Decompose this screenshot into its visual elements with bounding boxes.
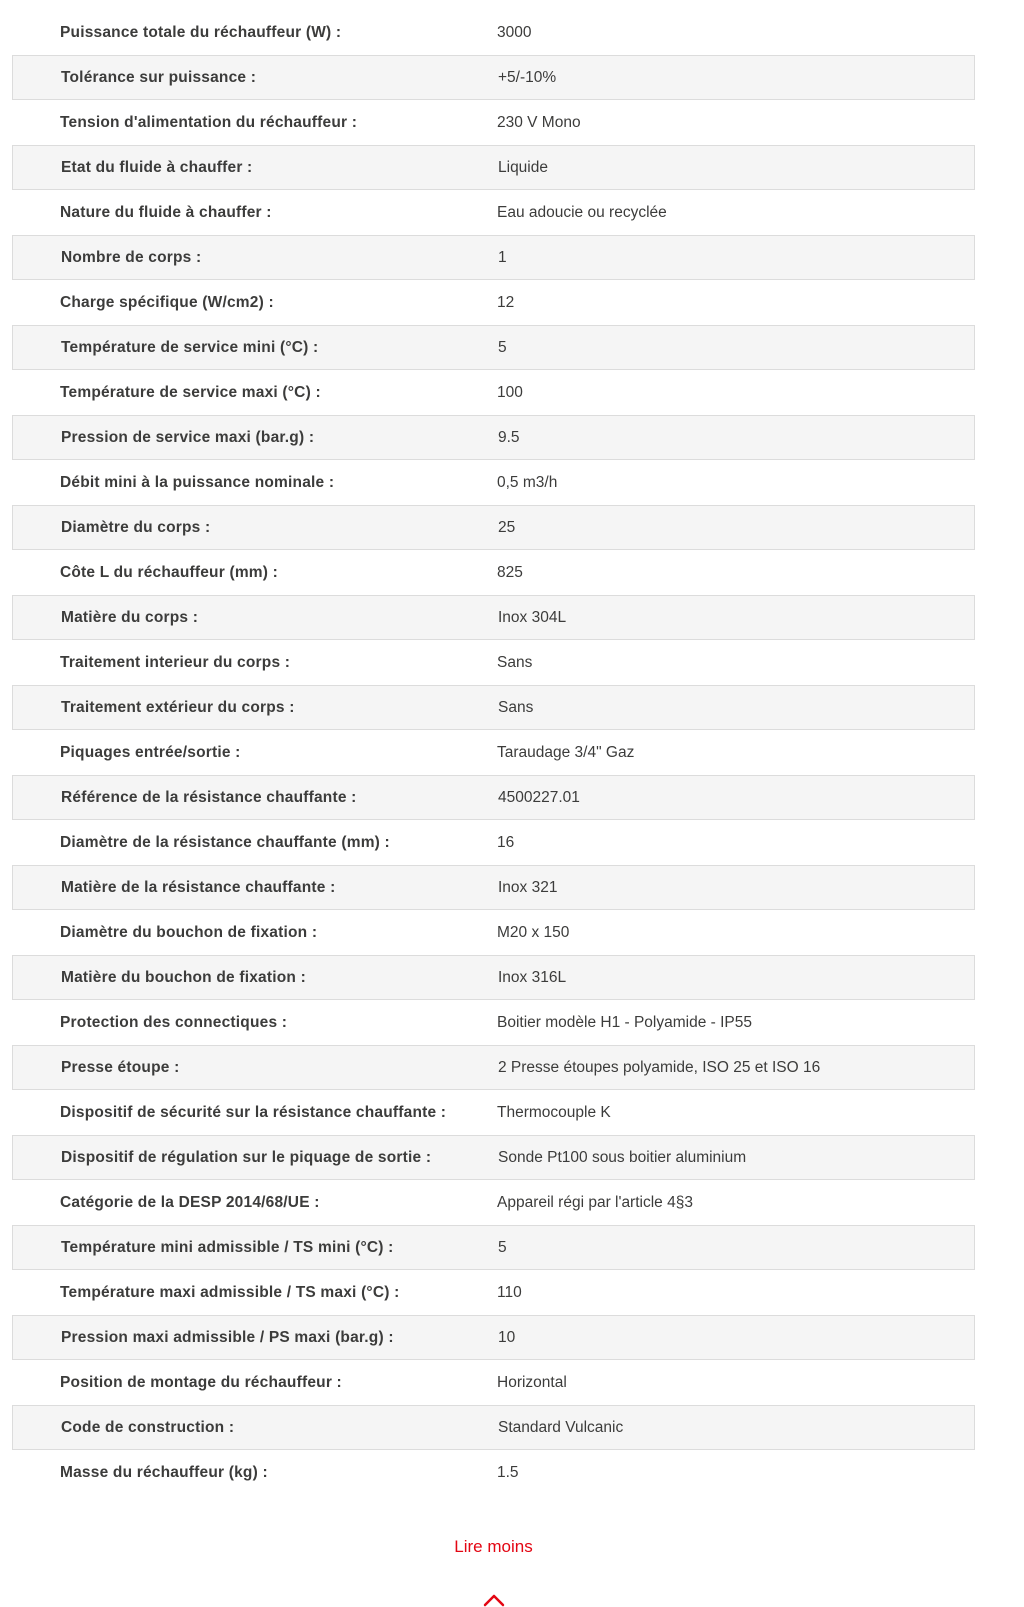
spec-value: Standard Vulcanic: [498, 1418, 624, 1436]
spec-label: Diamètre du bouchon de fixation :: [60, 923, 318, 941]
spec-row: [12, 460, 975, 505]
spec-row: [12, 1000, 975, 1045]
spec-row: [12, 1450, 975, 1495]
spec-row: [12, 1315, 975, 1360]
spec-label: Diamètre de la résistance chauffante (mm) :: [60, 833, 390, 851]
spec-row: [12, 370, 975, 415]
spec-label: Diamètre du corps :: [61, 518, 211, 536]
spec-row: [12, 280, 975, 325]
spec-label: Température de service mini (°C) :: [61, 338, 319, 356]
spec-label: Tension d'alimentation du réchauffeur :: [60, 113, 358, 131]
spec-row: [12, 550, 975, 595]
spec-value: 230 V Mono: [497, 113, 581, 131]
spec-value: 1: [498, 248, 507, 266]
spec-label: Nombre de corps :: [61, 248, 202, 266]
spec-label: Etat du fluide à chauffer :: [61, 158, 253, 176]
spec-value: 3000: [497, 23, 532, 41]
spec-label: Dispositif de sécurité sur la résistance chauffante :: [60, 1103, 447, 1121]
read-less-link[interactable]: Lire moins: [454, 1537, 533, 1556]
spec-label: Protection des connectiques :: [60, 1013, 288, 1031]
spec-label: Charge spécifique (W/cm2) :: [60, 293, 274, 311]
spec-label: Masse du réchauffeur (kg) :: [60, 1463, 268, 1481]
spec-value: Sonde Pt100 sous boitier aluminium: [498, 1148, 747, 1166]
spec-label: Tolérance sur puissance :: [61, 68, 257, 86]
spec-row: [12, 10, 975, 55]
spec-label: Température maxi admissible / TS maxi (°C) :: [60, 1283, 400, 1301]
spec-label: Piquages entrée/sortie :: [60, 743, 241, 761]
spec-value: 100: [497, 383, 523, 401]
spec-value: Boitier modèle H1 - Polyamide - IP55: [497, 1013, 753, 1031]
spec-value: 0,5 m3/h: [497, 473, 558, 491]
spec-value: 25: [498, 518, 516, 536]
spec-value: 5: [498, 1238, 507, 1256]
spec-row: [12, 1225, 975, 1270]
spec-row: [12, 730, 975, 775]
spec-value: M20 x 150: [497, 923, 570, 941]
spec-table: [12, 10, 975, 1495]
spec-label: Référence de la résistance chauffante :: [61, 788, 357, 806]
spec-label: Débit mini à la puissance nominale :: [60, 473, 335, 491]
spec-value: 110: [497, 1283, 522, 1301]
spec-value: Sans: [498, 698, 534, 716]
spec-row: [12, 955, 975, 1000]
spec-row: [12, 235, 975, 280]
spec-label: Traitement interieur du corps :: [60, 653, 291, 671]
spec-value: Inox 316L: [498, 968, 567, 986]
spec-label: Pression maxi admissible / PS maxi (bar.g) :: [61, 1328, 394, 1346]
spec-label: Pression de service maxi (bar.g) :: [61, 428, 315, 446]
spec-value: Eau adoucie ou recyclée: [497, 203, 667, 221]
spec-label: Matière du bouchon de fixation :: [61, 968, 306, 986]
spec-value: 16: [497, 833, 515, 851]
spec-row: [12, 1135, 975, 1180]
spec-label: Dispositif de régulation sur le piquage de sortie :: [61, 1148, 432, 1166]
spec-value: Appareil régi par l'article 4§3: [497, 1193, 693, 1211]
spec-value: 5: [498, 338, 507, 356]
spec-value: 825: [497, 563, 523, 581]
spec-row: [12, 100, 975, 145]
spec-row: [12, 55, 975, 100]
spec-value: Liquide: [498, 158, 548, 176]
spec-label: Température de service maxi (°C) :: [60, 383, 321, 401]
read-less-container: [12, 1536, 975, 1558]
spec-row: [12, 820, 975, 865]
spec-label: Catégorie de la DESP 2014/68/UE :: [60, 1193, 320, 1211]
spec-value: 10: [498, 1328, 516, 1346]
spec-value: Inox 321: [498, 878, 558, 896]
spec-label: Matière de la résistance chauffante :: [61, 878, 336, 896]
spec-row: [12, 415, 975, 460]
spec-row: [12, 1270, 975, 1315]
spec-row: [12, 325, 975, 370]
spec-row: [12, 1180, 975, 1225]
spec-value: Horizontal: [497, 1373, 567, 1391]
spec-row: [12, 910, 975, 955]
spec-row: [12, 145, 975, 190]
spec-value: 2 Presse étoupes polyamide, ISO 25 et ISO 16: [498, 1058, 821, 1076]
spec-label: Nature du fluide à chauffer :: [60, 203, 272, 221]
spec-row: [12, 1045, 975, 1090]
spec-value: 12: [497, 293, 515, 311]
spec-row: [12, 1360, 975, 1405]
spec-value: 4500227.01: [498, 788, 580, 806]
spec-value: Thermocouple K: [497, 1103, 611, 1121]
spec-value: Inox 304L: [498, 608, 567, 626]
spec-row: [12, 1405, 975, 1450]
spec-value: Taraudage 3/4" Gaz: [497, 743, 635, 761]
spec-label: Température mini admissible / TS mini (°C) :: [61, 1238, 394, 1256]
spec-value: +5/-10%: [498, 68, 557, 86]
spec-row: [12, 1090, 975, 1135]
spec-row: [12, 685, 975, 730]
spec-row: [12, 505, 975, 550]
spec-row: [12, 640, 975, 685]
spec-label: Traitement extérieur du corps :: [61, 698, 295, 716]
spec-value: 1.5: [497, 1463, 519, 1481]
spec-label: Position de montage du réchauffeur :: [60, 1373, 342, 1391]
spec-label: Matière du corps :: [61, 608, 199, 626]
spec-label: Côte L du réchauffeur (mm) :: [60, 563, 279, 581]
spec-row: [12, 595, 975, 640]
spec-label: Presse étoupe :: [61, 1058, 180, 1076]
spec-label: Code de construction :: [61, 1418, 235, 1436]
spec-value: Sans: [497, 653, 533, 671]
spec-label: Puissance totale du réchauffeur (W) :: [60, 23, 342, 41]
spec-value: 9.5: [498, 428, 520, 446]
spec-row: [12, 190, 975, 235]
spec-row: [12, 775, 975, 820]
chevron-up-icon[interactable]: [483, 1593, 505, 1607]
spec-row: [12, 865, 975, 910]
